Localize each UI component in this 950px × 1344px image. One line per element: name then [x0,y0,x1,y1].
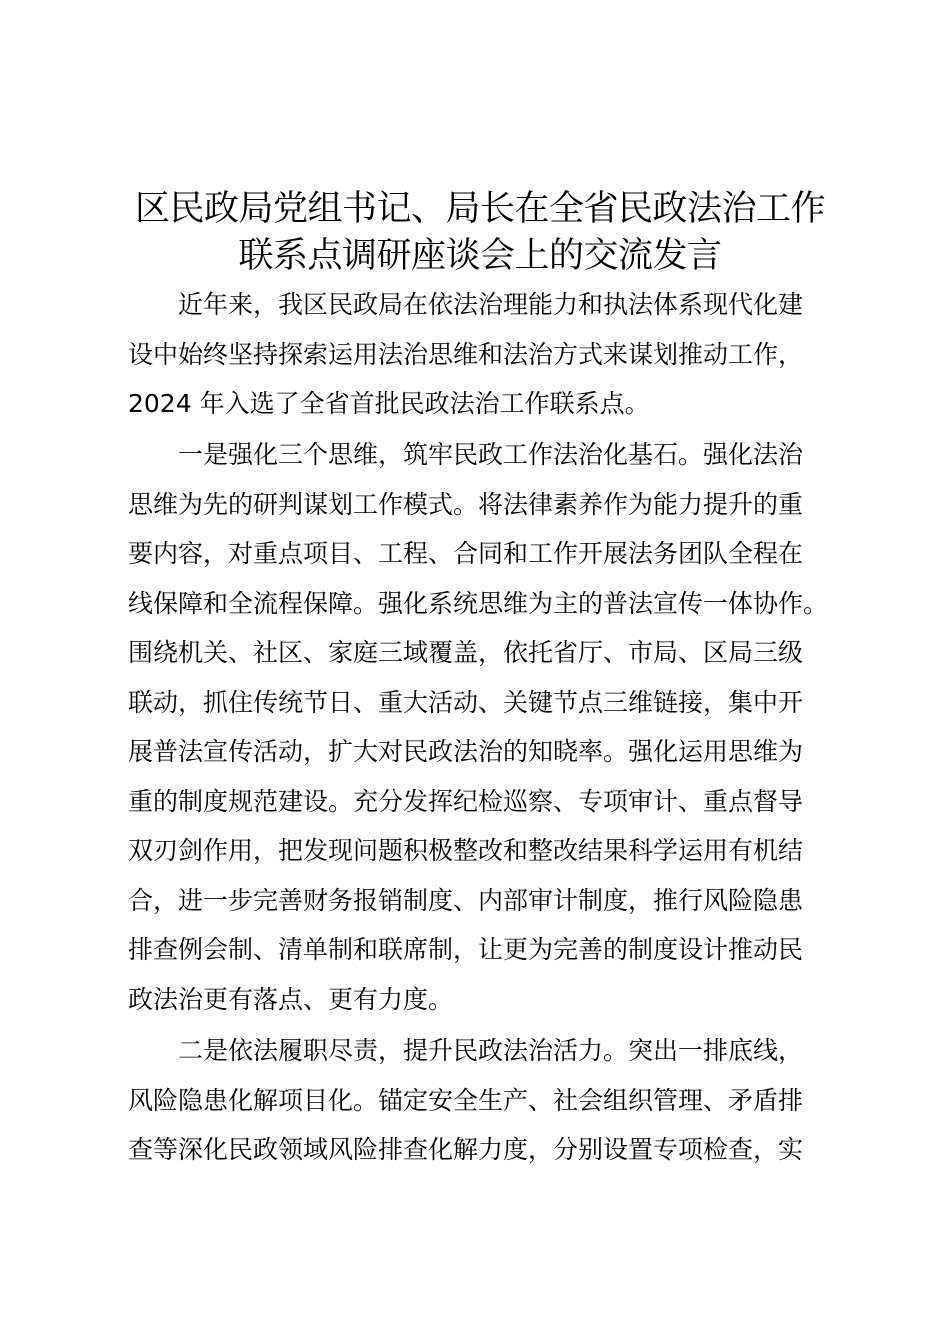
title-line-1: 区民政局党组书记、局长在全省民政法治工作 [134,189,825,229]
paragraph-line: 政法治更有落点、更有力度。 [128,984,454,1014]
paragraph-line: 重的制度规范建设。充分发挥纪检巡察、专项审计、重点督导 [128,786,804,816]
document-title [110,186,850,280]
paragraph-line: 联动，抓住传统节日、重大活动、关键节点三维链接，集中开 [128,687,804,717]
paragraph-line: 要内容，对重点项目、工程、合同和工作开展法务团队全程在 [128,539,804,568]
paragraph-line: 2024 年入选了全省首批民政法治工作联系点。 [128,389,650,418]
title-line-2: 联系点调研座谈会上的交流发言 [238,236,722,276]
paragraph-section-one [128,430,836,1024]
paragraph-line: 近年来，我区民政局在依法治理能力和执法体系现代化建 [178,290,804,319]
paragraph-line: 设中始终坚持探索运用法治思维和法治方式来谋划推动工作， [128,339,804,369]
paragraph-line: 思维为先的研判谋划工作模式。将法律素养作为能力提升的重 [128,489,804,519]
paragraph-line: 合，进一步完善财务报销制度、内部审计制度，推行风险隐患 [128,885,804,915]
paragraph-line: 线保障和全流程保障。强化系统思维为主的普法宣传一体协作。 [128,588,829,618]
paragraph-line: 排查例会制、清单制和联席制，让更为完善的制度设计推动民 [128,935,804,964]
paragraph-line: 查等深化民政领域风险排查化解力度，分别设置专项检查，实 [128,1135,804,1164]
paragraph-line: 展普法宣传活动，扩大对民政法治的知晓率。强化运用思维为 [128,737,804,766]
paragraph-line: 二是依法履职尽责，提升民政法治活力。突出一排底线， [178,1036,804,1065]
paragraph-line: 风险隐患化解项目化。锚定安全生产、社会组织管理、矛盾排 [128,1085,804,1115]
paragraph-section-two [128,1026,836,1175]
paragraph-line: 双刃剑作用，把发现问题积极整改和整改结果科学运用有机结 [128,836,804,865]
paragraph-line: 围绕机关、社区、家庭三域覆盖，依托省厅、市局、区局三级 [128,638,804,667]
paragraph-line: 一是强化三个思维，筑牢民政工作法治化基石。强化法治 [178,440,804,469]
paragraph-intro [128,280,836,429]
